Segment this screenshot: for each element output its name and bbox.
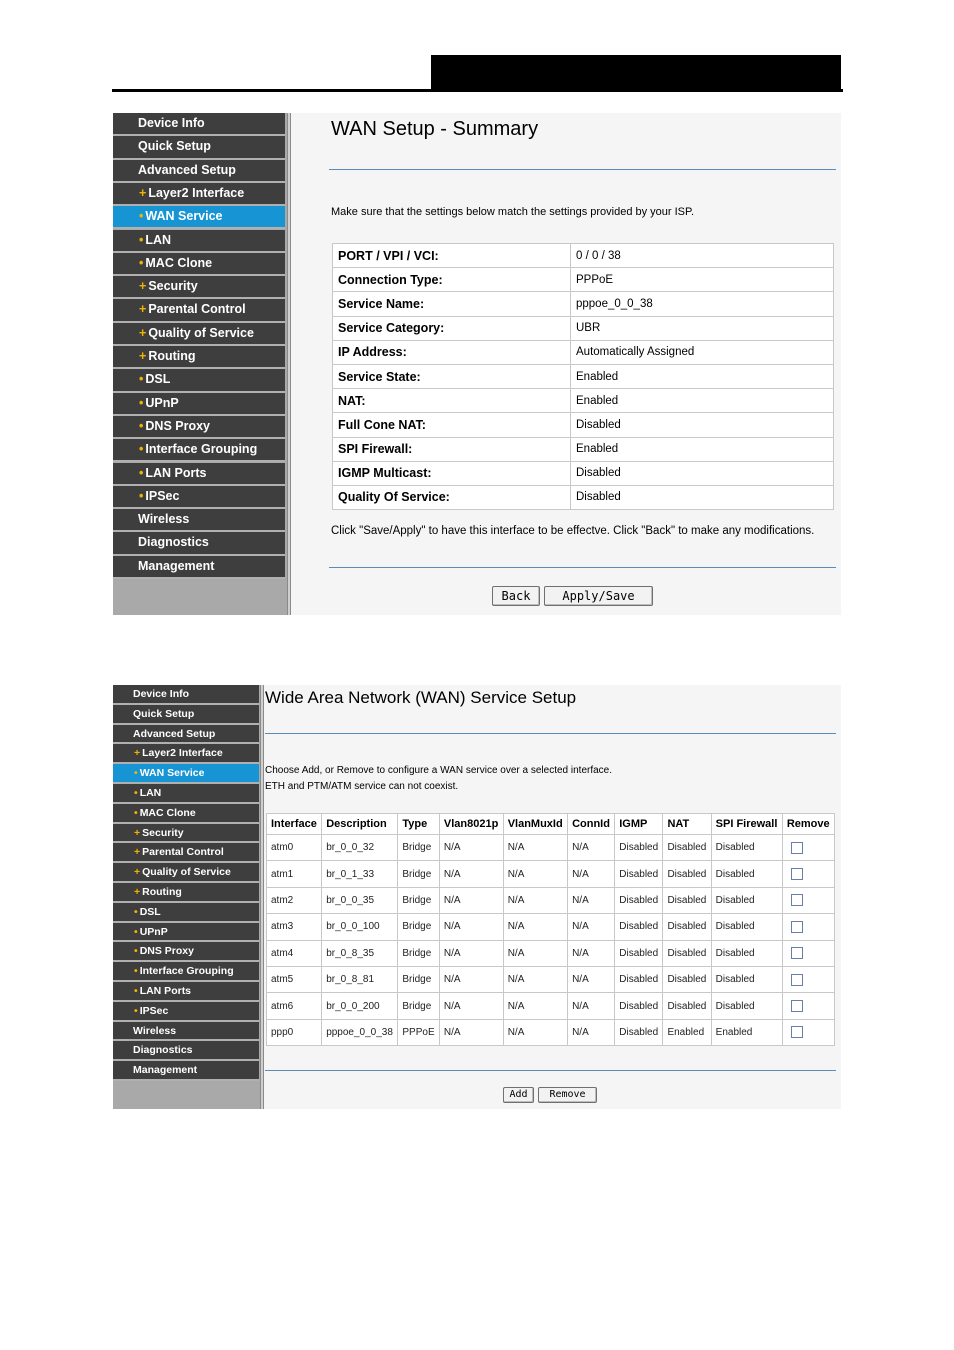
bullet-icon: • <box>139 209 144 224</box>
intro-text-line2: ETH and PTM/ATM service can not coexist. <box>265 781 459 792</box>
col-interface: Interface <box>267 814 322 835</box>
sidebar-item-lan[interactable] <box>113 230 285 253</box>
intro-text: Make sure that the settings below match the settings provided by your ISP. <box>331 206 694 218</box>
add-button[interactable]: Add <box>503 1087 534 1103</box>
sidebar-item-label: Quick Setup <box>138 139 211 154</box>
table-row <box>333 461 834 485</box>
table-row <box>333 244 834 268</box>
col-type: Type <box>398 814 440 835</box>
sidebar-item-label: Quality of Service <box>148 325 254 340</box>
sidebar-item-wireless[interactable] <box>113 1022 259 1042</box>
cell-connid: N/A <box>568 835 615 861</box>
sidebar-item-label: WAN Service <box>145 209 223 224</box>
cell-interface: atm2 <box>267 887 322 913</box>
sidebar-item-label: IPSec <box>145 488 180 503</box>
cell-spi-firewall: Disabled <box>711 887 782 913</box>
cell-description: br_0_8_81 <box>322 966 398 992</box>
table-row <box>267 1019 835 1045</box>
sidebar-item-interface-grouping[interactable] <box>113 439 285 462</box>
sidebar-item-label: MAC Clone <box>139 806 196 819</box>
cell-vlanmuxid: N/A <box>503 835 567 861</box>
table-row <box>333 413 834 437</box>
sidebar-item-label: LAN Ports <box>139 985 192 997</box>
cell-spi-firewall: Enabled <box>711 1019 782 1045</box>
cell-interface: atm1 <box>267 861 322 887</box>
remove-checkbox[interactable] <box>791 894 803 906</box>
page-title: WAN Setup - Summary <box>331 118 539 140</box>
cell-igmp: Disabled <box>615 1019 663 1045</box>
footer-divider <box>329 567 836 568</box>
cell-connid: N/A <box>568 993 615 1019</box>
cell-remove <box>782 966 834 992</box>
sidebar-item-label: Interface Grouping <box>139 965 234 978</box>
table-row <box>333 340 834 364</box>
cell-spi-firewall: Disabled <box>711 966 782 992</box>
footer-note: Click "Save/Apply" to have this interface to be effectve. Click "Back" to make any modifications. <box>331 525 815 537</box>
row-value: Disabled <box>571 461 834 485</box>
sidebar-item-layer2-interface[interactable] <box>113 744 259 764</box>
row-label: Service Category: <box>333 316 571 340</box>
cell-spi-firewall: Disabled <box>711 835 782 861</box>
sidebar-item-label: WAN Service <box>139 767 205 780</box>
cell-vlanmuxid: N/A <box>503 940 567 966</box>
cell-vlan8021p: N/A <box>439 966 503 992</box>
sidebar-item-diagnostics[interactable] <box>113 1041 259 1061</box>
cell-vlanmuxid: N/A <box>503 966 567 992</box>
cell-description: br_0_1_33 <box>322 861 398 887</box>
cell-vlan8021p: N/A <box>439 835 503 861</box>
cell-igmp: Disabled <box>615 835 663 861</box>
cell-remove <box>782 993 834 1019</box>
cell-remove <box>782 887 834 913</box>
sidebar-item-label: Management <box>138 558 215 573</box>
sidebar-item-label: UPnP <box>145 395 179 410</box>
sidebar-item-label: Security <box>142 826 184 839</box>
sidebar-item-dsl[interactable] <box>113 369 285 392</box>
table-row <box>333 316 834 340</box>
cell-vlan8021p: N/A <box>439 1019 503 1045</box>
sidebar-nav <box>113 685 260 1109</box>
row-label: Full Cone NAT: <box>333 413 571 437</box>
cell-description: br_0_0_32 <box>322 835 398 861</box>
sidebar-item-wan-service[interactable] <box>113 206 285 229</box>
cell-interface: atm5 <box>267 966 322 992</box>
sidebar-item-label: Interface Grouping <box>145 442 258 457</box>
bullet-icon: • <box>134 787 138 799</box>
row-value: pppoe_0_0_38 <box>571 292 834 316</box>
table-row <box>333 437 834 461</box>
row-label: Quality Of Service: <box>333 485 571 509</box>
cell-igmp: Disabled <box>615 914 663 940</box>
sidebar-item-label: Quick Setup <box>133 707 195 720</box>
bullet-icon: • <box>139 395 144 410</box>
main-content <box>291 113 841 615</box>
cell-type: Bridge <box>398 993 440 1019</box>
expand-plus-icon: + <box>139 279 147 294</box>
cell-interface: atm0 <box>267 835 322 861</box>
table-row <box>267 966 835 992</box>
cell-spi-firewall: Disabled <box>711 861 782 887</box>
table-header-row <box>267 814 835 835</box>
sidebar-item-label: UPnP <box>139 925 168 938</box>
cell-spi-firewall: Disabled <box>711 993 782 1019</box>
cell-vlanmuxid: N/A <box>503 887 567 913</box>
bullet-icon: • <box>134 985 138 997</box>
row-label: IGMP Multicast: <box>333 461 571 485</box>
cell-nat: Disabled <box>663 914 711 940</box>
table-row <box>333 364 834 388</box>
sidebar-item-label: Wireless <box>133 1024 177 1037</box>
sidebar-item-security[interactable] <box>113 824 259 844</box>
row-value: PPPoE <box>571 268 834 292</box>
wan-summary-screenshot <box>113 113 841 615</box>
remove-checkbox[interactable] <box>791 947 803 959</box>
sidebar-item-advanced-setup[interactable] <box>113 725 259 745</box>
sidebar-item-ipsec[interactable] <box>113 1002 259 1022</box>
cell-nat: Disabled <box>663 993 711 1019</box>
back-button[interactable]: Back <box>492 586 540 606</box>
sidebar-item-interface-grouping[interactable] <box>113 962 259 982</box>
bullet-icon: • <box>134 965 138 978</box>
cell-remove <box>782 914 834 940</box>
cell-nat: Disabled <box>663 966 711 992</box>
cell-nat: Enabled <box>663 1019 711 1045</box>
row-value: 0 / 0 / 38 <box>571 244 834 268</box>
sidebar-item-label: Security <box>148 279 198 294</box>
sidebar-item-dsl[interactable] <box>113 903 259 923</box>
sidebar-item-dns-proxy[interactable] <box>113 942 259 962</box>
table-row <box>267 887 835 913</box>
sidebar-item-ipsec[interactable] <box>113 486 285 509</box>
sidebar-item-upnp[interactable] <box>113 393 285 416</box>
expand-plus-icon: + <box>139 349 147 363</box>
row-label: Service Name: <box>333 292 571 316</box>
sidebar-item-lan-ports[interactable] <box>113 463 285 486</box>
table-row <box>333 389 834 413</box>
cell-vlanmuxid: N/A <box>503 1019 567 1045</box>
table-row <box>333 485 834 509</box>
expand-plus-icon: + <box>139 185 147 200</box>
sidebar-item-label: Routing <box>142 886 182 898</box>
title-divider <box>329 169 836 170</box>
sidebar-item-label: Parental Control <box>148 302 246 317</box>
cell-vlan8021p: N/A <box>439 993 503 1019</box>
cell-description: br_0_0_100 <box>322 914 398 940</box>
remove-checkbox[interactable] <box>791 1000 803 1012</box>
table-row <box>333 268 834 292</box>
cell-spi-firewall: Disabled <box>711 914 782 940</box>
cell-connid: N/A <box>568 966 615 992</box>
sidebar-item-label: Device Info <box>133 688 190 700</box>
sidebar-item-quality-of-service[interactable] <box>113 323 285 346</box>
cell-description: pppoe_0_0_38 <box>322 1019 398 1045</box>
row-value: UBR <box>571 316 834 340</box>
sidebar-item-label: Layer2 Interface <box>142 747 223 760</box>
sidebar-item-lan[interactable] <box>113 784 259 804</box>
sidebar-item-routing[interactable] <box>113 883 259 903</box>
expand-plus-icon: + <box>134 747 141 760</box>
cell-igmp: Disabled <box>615 887 663 913</box>
row-value: Enabled <box>571 389 834 413</box>
cell-description: br_0_8_35 <box>322 940 398 966</box>
sidebar-item-label: Diagnostics <box>138 535 209 550</box>
cell-type: Bridge <box>398 835 440 861</box>
sidebar-item-management[interactable] <box>113 1061 259 1081</box>
sidebar-item-label: Device Info <box>138 116 205 130</box>
sidebar-item-device-info[interactable] <box>113 685 259 705</box>
table-row <box>267 835 835 861</box>
cell-nat: Disabled <box>663 887 711 913</box>
cell-remove <box>782 861 834 887</box>
bullet-icon: • <box>139 255 144 270</box>
main-content <box>263 685 841 1109</box>
cell-vlanmuxid: N/A <box>503 914 567 940</box>
cell-connid: N/A <box>568 914 615 940</box>
cell-nat: Disabled <box>663 940 711 966</box>
sidebar-item-label: Wireless <box>138 512 190 527</box>
cell-type: Bridge <box>398 914 440 940</box>
sidebar-item-label: DSL <box>145 372 171 387</box>
remove-checkbox[interactable] <box>791 868 803 880</box>
sidebar-item-label: Diagnostics <box>133 1044 193 1057</box>
cell-type: Bridge <box>398 861 440 887</box>
sidebar-item-routing[interactable] <box>113 346 285 369</box>
sidebar-item-quick-setup[interactable] <box>113 705 259 725</box>
cell-type: Bridge <box>398 966 440 992</box>
sidebar-item-parental-control[interactable] <box>113 843 259 863</box>
sidebar-item-label: Advanced Setup <box>138 162 236 177</box>
wan-service-table <box>266 813 835 1046</box>
sidebar-item-lan-ports[interactable] <box>113 982 259 1002</box>
sidebar-item-label: IPSec <box>139 1004 169 1017</box>
sidebar-item-label: Advanced Setup <box>133 727 216 740</box>
bullet-icon: • <box>134 806 138 819</box>
cell-remove <box>782 1019 834 1045</box>
row-label: IP Address: <box>333 340 571 364</box>
sidebar-item-label: Parental Control <box>142 846 224 859</box>
cell-spi-firewall: Disabled <box>711 940 782 966</box>
cell-connid: N/A <box>568 861 615 887</box>
cell-remove <box>782 940 834 966</box>
sidebar-item-mac-clone[interactable] <box>113 804 259 824</box>
header-rule <box>112 89 843 92</box>
cell-interface: atm4 <box>267 940 322 966</box>
sidebar-item-security[interactable] <box>113 276 285 299</box>
cell-igmp: Disabled <box>615 966 663 992</box>
sidebar-item-advanced-setup[interactable] <box>113 160 285 183</box>
cell-type: PPPoE <box>398 1019 440 1045</box>
cell-igmp: Disabled <box>615 940 663 966</box>
table-row <box>333 292 834 316</box>
sidebar-item-wireless[interactable] <box>113 509 285 532</box>
cell-interface: atm3 <box>267 914 322 940</box>
sidebar-item-mac-clone[interactable] <box>113 253 285 276</box>
cell-vlanmuxid: N/A <box>503 993 567 1019</box>
sidebar-item-parental-control[interactable] <box>113 299 285 322</box>
sidebar-item-upnp[interactable] <box>113 923 259 943</box>
col-vlan8021p: Vlan8021p <box>439 814 503 835</box>
intro-text-line1: Choose Add, or Remove to configure a WAN service over a selected interface. <box>265 765 613 776</box>
cell-vlan8021p: N/A <box>439 914 503 940</box>
row-value: Disabled <box>571 485 834 509</box>
sidebar-item-label: LAN <box>139 787 162 799</box>
cell-interface: ppp0 <box>267 1019 322 1045</box>
expand-plus-icon: + <box>139 302 147 317</box>
cell-nat: Disabled <box>663 861 711 887</box>
cell-vlan8021p: N/A <box>439 940 503 966</box>
sidebar-item-label: Quality of Service <box>142 866 231 879</box>
table-row <box>267 940 835 966</box>
bullet-icon: • <box>134 945 138 958</box>
cell-connid: N/A <box>568 1019 615 1045</box>
remove-checkbox[interactable] <box>791 974 803 986</box>
sidebar-item-label: DSL <box>139 905 161 918</box>
expand-plus-icon: + <box>139 325 147 340</box>
footer-divider <box>265 1070 836 1071</box>
col-description: Description <box>322 814 398 835</box>
bullet-icon: • <box>139 418 144 433</box>
remove-checkbox[interactable] <box>791 1026 803 1038</box>
remove-button[interactable]: Remove <box>538 1087 597 1103</box>
remove-checkbox[interactable] <box>791 842 803 854</box>
summary-table <box>332 243 834 510</box>
col-remove: Remove <box>782 814 834 835</box>
table-row <box>267 914 835 940</box>
table-row <box>267 861 835 887</box>
sidebar-nav <box>113 113 287 615</box>
bullet-icon: • <box>139 465 144 480</box>
cell-vlan8021p: N/A <box>439 887 503 913</box>
row-value: Disabled <box>571 413 834 437</box>
bullet-icon: • <box>134 925 138 938</box>
bullet-icon: • <box>134 1004 138 1017</box>
sidebar-item-dns-proxy[interactable] <box>113 416 285 439</box>
expand-plus-icon: + <box>134 826 141 839</box>
row-value: Enabled <box>571 437 834 461</box>
sidebar-item-diagnostics[interactable] <box>113 532 285 555</box>
row-label: NAT: <box>333 389 571 413</box>
cell-igmp: Disabled <box>615 993 663 1019</box>
cell-vlan8021p: N/A <box>439 861 503 887</box>
bullet-icon: • <box>139 488 144 503</box>
sidebar-item-label: DNS Proxy <box>145 418 210 433</box>
sidebar-item-label: LAN <box>145 232 172 247</box>
col-connid: ConnId <box>568 814 615 835</box>
title-divider <box>265 733 836 734</box>
cell-interface: atm6 <box>267 993 322 1019</box>
row-value: Enabled <box>571 364 834 388</box>
cell-type: Bridge <box>398 940 440 966</box>
bullet-icon: • <box>139 372 144 387</box>
page-title: Wide Area Network (WAN) Service Setup <box>265 688 577 707</box>
bullet-icon: • <box>139 232 144 247</box>
row-label: Connection Type: <box>333 268 571 292</box>
sidebar-item-wan-service[interactable] <box>113 764 259 784</box>
col-vlanmuxid: VlanMuxId <box>503 814 567 835</box>
bullet-icon: • <box>134 767 138 780</box>
apply-save-button[interactable]: Apply/Save <box>544 586 653 606</box>
cell-type: Bridge <box>398 887 440 913</box>
cell-vlanmuxid: N/A <box>503 861 567 887</box>
row-value: Automatically Assigned <box>571 340 834 364</box>
row-label: PORT / VPI / VCI: <box>333 244 571 268</box>
col-spi-firewall: SPI Firewall <box>711 814 782 835</box>
bullet-icon: • <box>139 442 144 457</box>
expand-plus-icon: + <box>134 886 141 898</box>
row-label: Service State: <box>333 364 571 388</box>
sidebar-item-quality-of-service[interactable] <box>113 863 259 883</box>
sidebar-item-label: Management <box>133 1064 198 1077</box>
sidebar-item-label: DNS Proxy <box>139 945 194 958</box>
row-label: SPI Firewall: <box>333 437 571 461</box>
header-bar <box>431 55 841 89</box>
sidebar-item-layer2-interface[interactable] <box>113 183 285 206</box>
col-igmp: IGMP <box>615 814 663 835</box>
cell-nat: Disabled <box>663 835 711 861</box>
sidebar-item-management[interactable] <box>113 556 285 579</box>
cell-connid: N/A <box>568 887 615 913</box>
remove-checkbox[interactable] <box>791 921 803 933</box>
col-nat: NAT <box>663 814 711 835</box>
bullet-icon: • <box>134 905 138 918</box>
cell-igmp: Disabled <box>615 861 663 887</box>
sidebar-item-label: MAC Clone <box>145 255 213 270</box>
cell-connid: N/A <box>568 940 615 966</box>
sidebar-item-label: LAN Ports <box>145 465 207 480</box>
sidebar-item-label: Layer2 Interface <box>148 185 245 200</box>
cell-remove <box>782 835 834 861</box>
expand-plus-icon: + <box>134 866 141 879</box>
table-row <box>267 993 835 1019</box>
cell-description: br_0_0_35 <box>322 887 398 913</box>
cell-description: br_0_0_200 <box>322 993 398 1019</box>
wan-service-screenshot <box>113 685 841 1109</box>
expand-plus-icon: + <box>134 846 141 859</box>
sidebar-item-label: Routing <box>148 349 196 363</box>
sidebar-item-device-info[interactable] <box>113 113 285 136</box>
sidebar-item-quick-setup[interactable] <box>113 136 285 159</box>
